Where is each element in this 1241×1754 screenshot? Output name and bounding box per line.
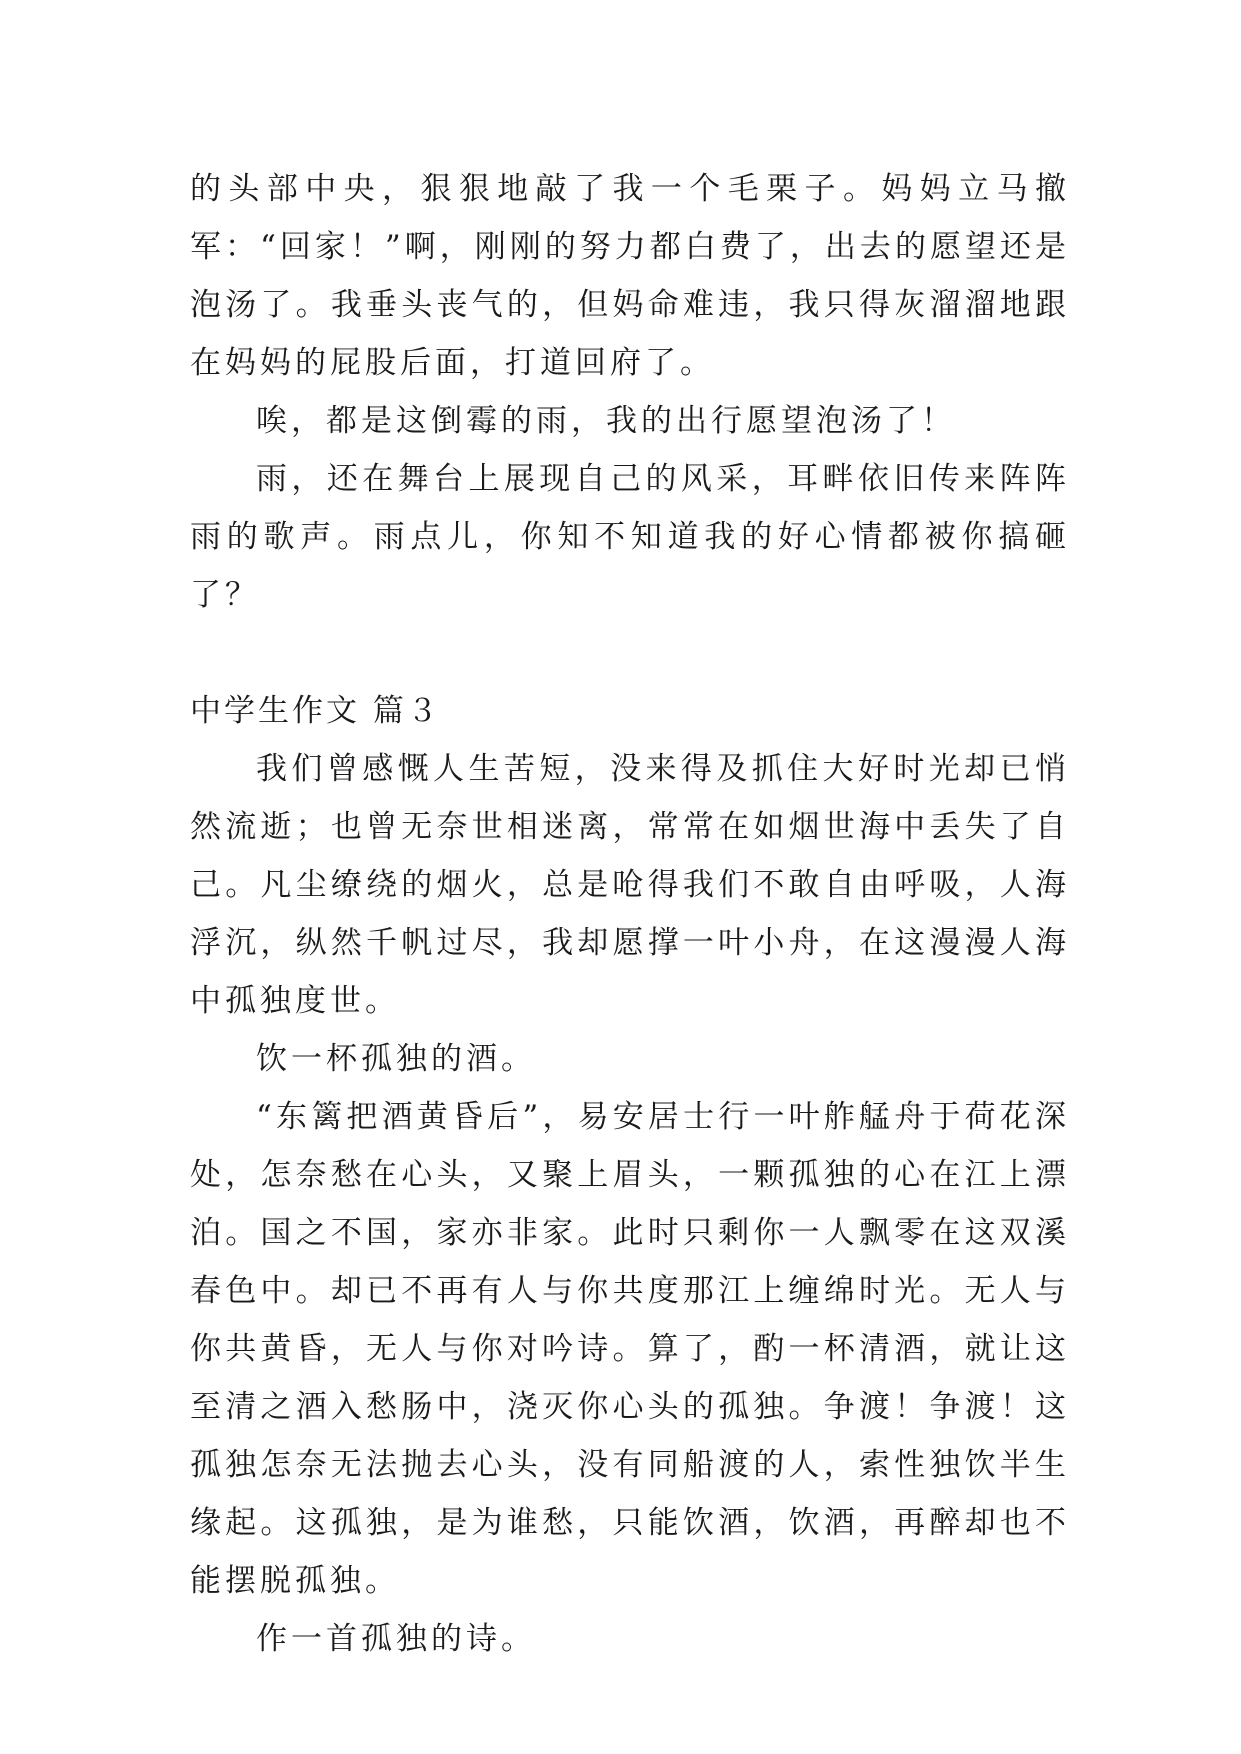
heading-wine: 饮一杯孤独的酒。 — [256, 1041, 536, 1077]
wine-paragraph: “东篱把酒黄昏后”，易安居士行一叶舴艋舟于荷花深处，怎奈愁在心头，又聚上眉头，一颗孤独的心在江上漂泊。国之不国，家亦非家。此时只剩你一人飘零在这双溪春色中。却已不再有人与你共度那江上缠绵时光。无人与你共黄昏，无人与你对吟诗。算了，酌一杯清酒，就让这至清之酒入愁肠中，浇灭你心头的孤独。争渡！争渡！这孤独怎奈无法抛去心头，没有同船渡的人，索性独饮半生缘起。这孤独，是为谁愁，只能饮酒，饮酒，再醉却也不能摆脱孤独。 — [190, 1099, 1070, 1599]
continued-paragraph: 的头部中央，狠狠地敲了我一个毛栗子。妈妈立马撤军：“回家！”啊，刚刚的努力都白费了，出去的愿望还是泡汤了。我垂头丧气的，但妈命难违，我只得灰溜溜地跟在妈妈的屁股后面，打道回府了。 — [190, 171, 1070, 381]
document-body — [190, 160, 1070, 1668]
heading-poem: 作一首孤独的诗。 — [256, 1621, 536, 1657]
section3-intro: 我们曾感慨人生苦短，没来得及抓住大好时光却已悄然流逝；也曾无奈世相迷离，常常在如烟世海中丢失了自己。凡尘缭绕的烟火，总是呛得我们不敢自由呼吸，人海浮沉，纵然千帆过尽，我却愿撑一叶小舟，在这漫漫人海中孤独度世。 — [190, 751, 1070, 1019]
paragraph-rain: 雨，还在舞台上展现自己的风采，耳畔依旧传来阵阵雨的歌声。雨点儿，你知不知道我的好心情都被你搞砸了？ — [190, 461, 1070, 613]
paragraph-sigh: 唉，都是这倒霉的雨，我的出行愿望泡汤了！ — [256, 403, 956, 439]
section-title: 中学生作文 篇３ — [190, 693, 441, 729]
